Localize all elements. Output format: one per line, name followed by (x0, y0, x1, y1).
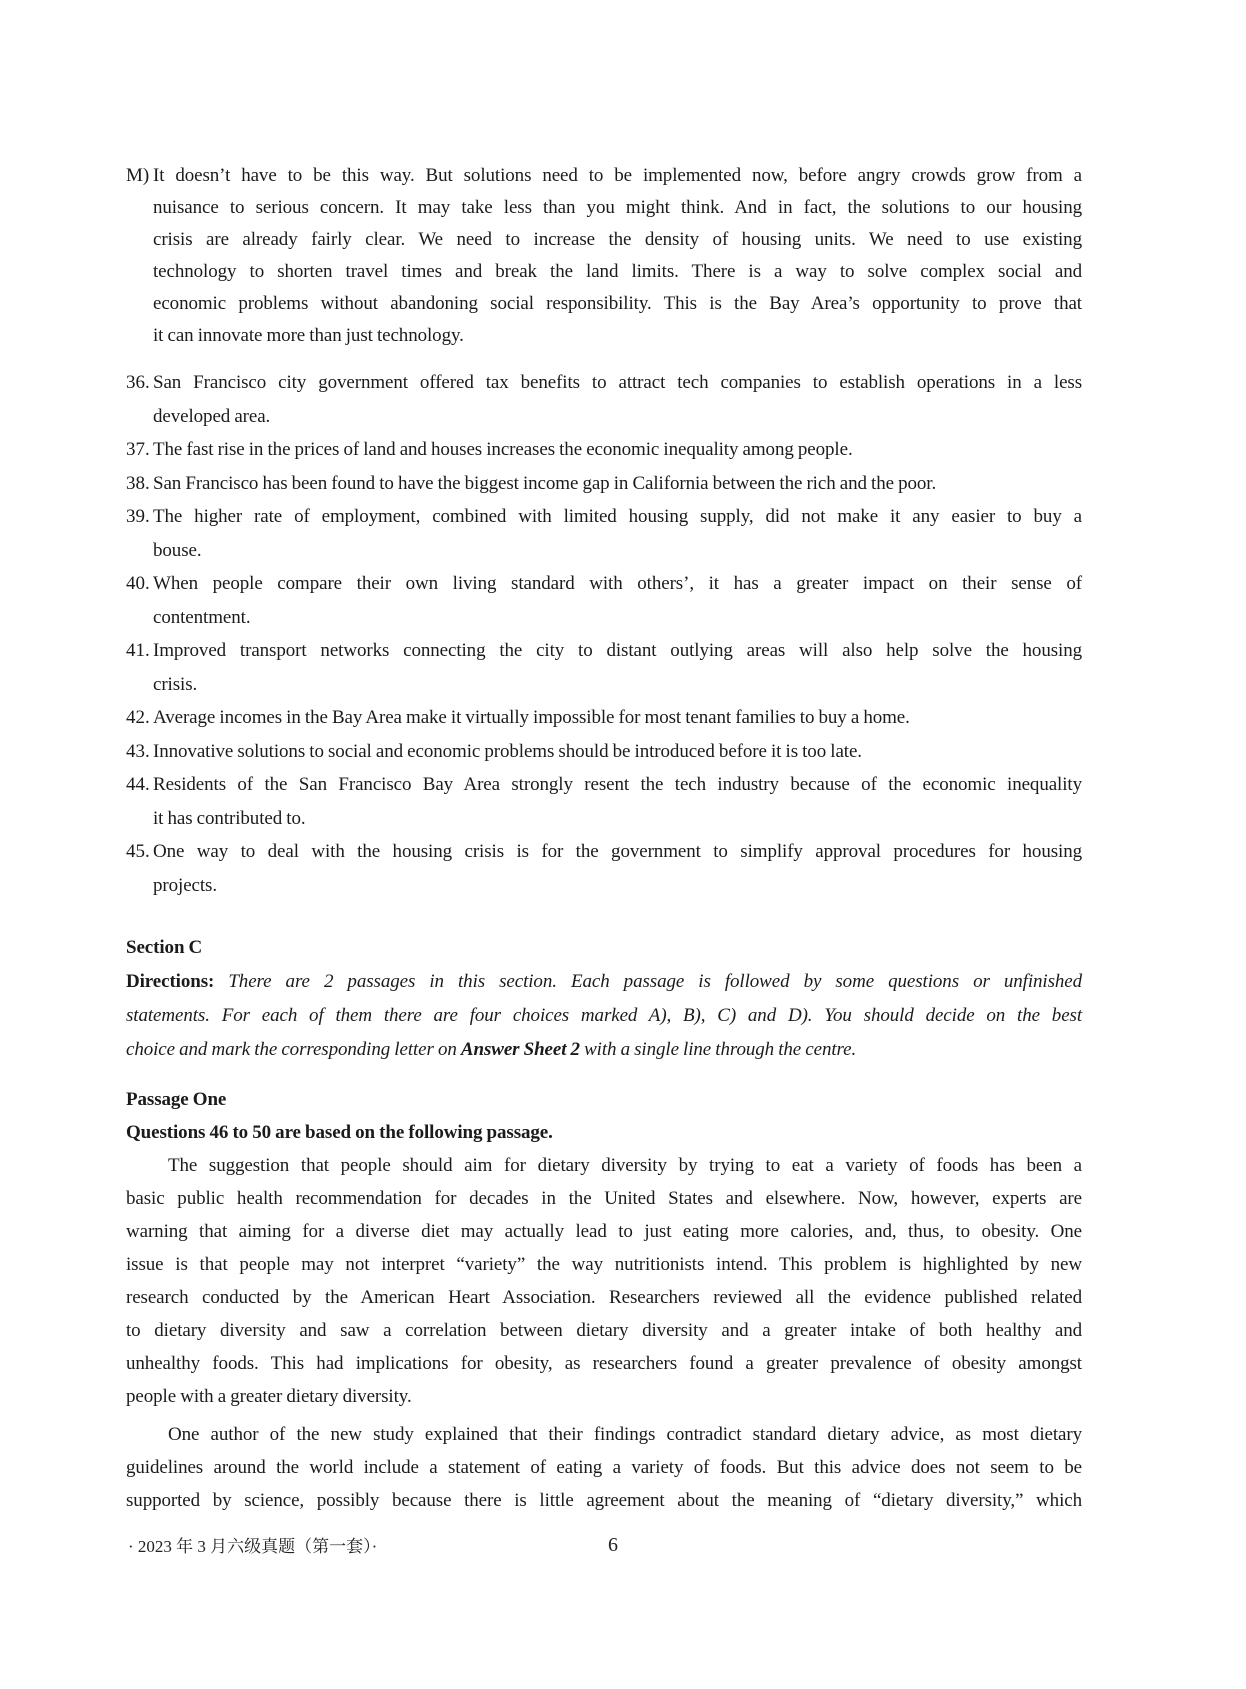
question-item (126, 835, 1082, 902)
question-text (153, 634, 1082, 701)
passage-one-title: Passage One (126, 1089, 227, 1110)
question-number: 41. (126, 640, 150, 661)
question-number: 39. (126, 506, 150, 527)
section-c (126, 931, 1082, 1067)
text-line: basic public health recommendation for decades in the United States and elsewhere. Now, however, experts are (126, 1188, 1082, 1209)
question-item (126, 701, 1082, 735)
text-line: people with a greater dietary diversity. (126, 1386, 412, 1407)
text-run: There are 2 passages in this section. Each passage is followed by some questions or unfinished (228, 971, 1083, 992)
text-line (126, 1033, 1082, 1067)
text-line: The higher rate of employment, combined with limited housing supply, did not make it any easier to buy a (153, 506, 1082, 527)
question-text (153, 500, 1082, 567)
text-line: issue is that people may not interpret “variety” the way nutritionists intend. This problem is highlighted by new (126, 1254, 1082, 1275)
passage-paragraph-2 (126, 1418, 1082, 1517)
question-item (126, 500, 1082, 567)
text-line (126, 999, 1082, 1033)
text-line: Improved transport networks connecting the city to distant outlying areas will also help solve the housing (153, 640, 1082, 661)
question-item (126, 433, 1082, 467)
text-line: unhealthy foods. This had implications for obesity, as researchers found a greater prevalence of obesity amongst (126, 1353, 1082, 1374)
question-number: 40. (126, 573, 150, 594)
question-item (126, 768, 1082, 835)
text-line: crisis. (153, 673, 198, 695)
question-text (153, 433, 1082, 467)
text-line: it can innovate more than just technology. (153, 325, 464, 346)
question-item (126, 735, 1082, 769)
text-line: Average incomes in the Bay Area make it virtually impossible for most tenant families to buy a home. (153, 707, 910, 728)
text-line: warning that aiming for a diverse diet may actually lead to just eating more calories, and, thus, to obesity. One (126, 1221, 1082, 1242)
text-line: technology to shorten travel times and break the land limits. There is a way to solve complex social and (153, 261, 1082, 282)
text-run: statements. For each of them there are four choices marked A), B), C) and D). You should decide on the best (126, 1005, 1082, 1026)
question-text (153, 467, 1082, 501)
passage-one-subtitle: Questions 46 to 50 are based on the following passage. (126, 1122, 553, 1143)
question-text (153, 701, 1082, 735)
text-line: economic problems without abandoning social responsibility. This is the Bay Area’s opportunity to prove that (153, 293, 1082, 314)
question-item (126, 634, 1082, 701)
text-line: research conducted by the American Heart Association. Researchers reviewed all the evidence published related (126, 1287, 1082, 1308)
section-c-title: Section C (126, 937, 203, 958)
text-line: Innovative solutions to social and economic problems should be introduced before it is too late. (153, 740, 862, 762)
question-number: 37. (126, 439, 150, 460)
answer-sheet-ref: Answer Sheet 2 (460, 1039, 580, 1060)
question-text (153, 366, 1082, 433)
question-text (153, 735, 1082, 769)
text-line: developed area. (153, 405, 271, 427)
text-line: projects. (153, 874, 217, 896)
text-line: San Francisco city government offered tax benefits to attract tech companies to establish operations in a less (153, 372, 1082, 393)
text-line: crisis are already fairly clear. We need to increase the density of housing units. We need to use existing (153, 229, 1082, 250)
question-number: 44. (126, 774, 150, 795)
text-line: bouse. (153, 539, 202, 561)
question-text (153, 567, 1082, 634)
text-line: guidelines around the world include a statement of eating a variety of foods. But this advice does not seem to be (126, 1457, 1082, 1478)
section-c-directions (126, 965, 1082, 1067)
text-line: San Francisco has been found to have the biggest income gap in California between the rich and the poor. (153, 472, 937, 494)
question-number: 36. (126, 372, 150, 393)
questions-list (126, 366, 1082, 902)
passage-paragraph-1 (126, 1149, 1082, 1413)
text-line: contentment. (153, 606, 251, 628)
text-line: supported by science, possibly because there is little agreement about the meaning of “dietary diversity,” which (126, 1490, 1082, 1511)
text-line: The suggestion that people should aim for dietary diversity by trying to eat a variety of foods has been a (168, 1155, 1082, 1176)
paragraph-m-text (153, 160, 1082, 352)
question-text (153, 835, 1082, 902)
question-item (126, 366, 1082, 433)
passage-one (126, 1083, 1082, 1517)
text-line: nuisance to serious concern. It may take less than you might think. And in fact, the solutions to our housing (153, 197, 1082, 218)
text-line: to dietary diversity and saw a correlation between dietary diversity and a greater intake of both healthy and (126, 1320, 1082, 1341)
question-number: 38. (126, 472, 150, 494)
question-item (126, 467, 1082, 501)
text-line (126, 965, 1082, 999)
question-text (153, 768, 1082, 835)
paragraph-m (126, 160, 1082, 352)
question-item (126, 567, 1082, 634)
text-line: When people compare their own living standard with others’, it has a greater impact on their sense of (153, 573, 1082, 594)
text-line: it has contributed to. (153, 807, 306, 829)
text-line: One way to deal with the housing crisis is for the government to simplify approval procedures for housing (153, 841, 1082, 862)
question-number: 45. (126, 841, 150, 862)
text-line: It doesn’t have to be this way. But solutions need to be implemented now, before angry crowds grow from a (153, 165, 1082, 186)
text-line: The fast rise in the prices of land and houses increases the economic inequality among people. (153, 439, 853, 460)
text-line: One author of the new study explained that their findings contradict standard dietary advice, as most dietary (168, 1424, 1082, 1445)
text-run: choice and mark the corresponding letter on (126, 1039, 461, 1060)
page-number: 6 (608, 1534, 618, 1556)
directions-label: Directions: (126, 971, 229, 992)
paragraph-m-marker: M) (126, 165, 150, 186)
text-run: with a single line through the centre. (579, 1039, 857, 1060)
question-number: 43. (126, 740, 150, 762)
question-number: 42. (126, 707, 150, 728)
text-line: Residents of the San Francisco Bay Area strongly resent the tech industry because of the economic inequality (153, 774, 1082, 795)
footer-caption: · 2023 年 3 月六级真题（第一套）· (128, 1537, 378, 1556)
